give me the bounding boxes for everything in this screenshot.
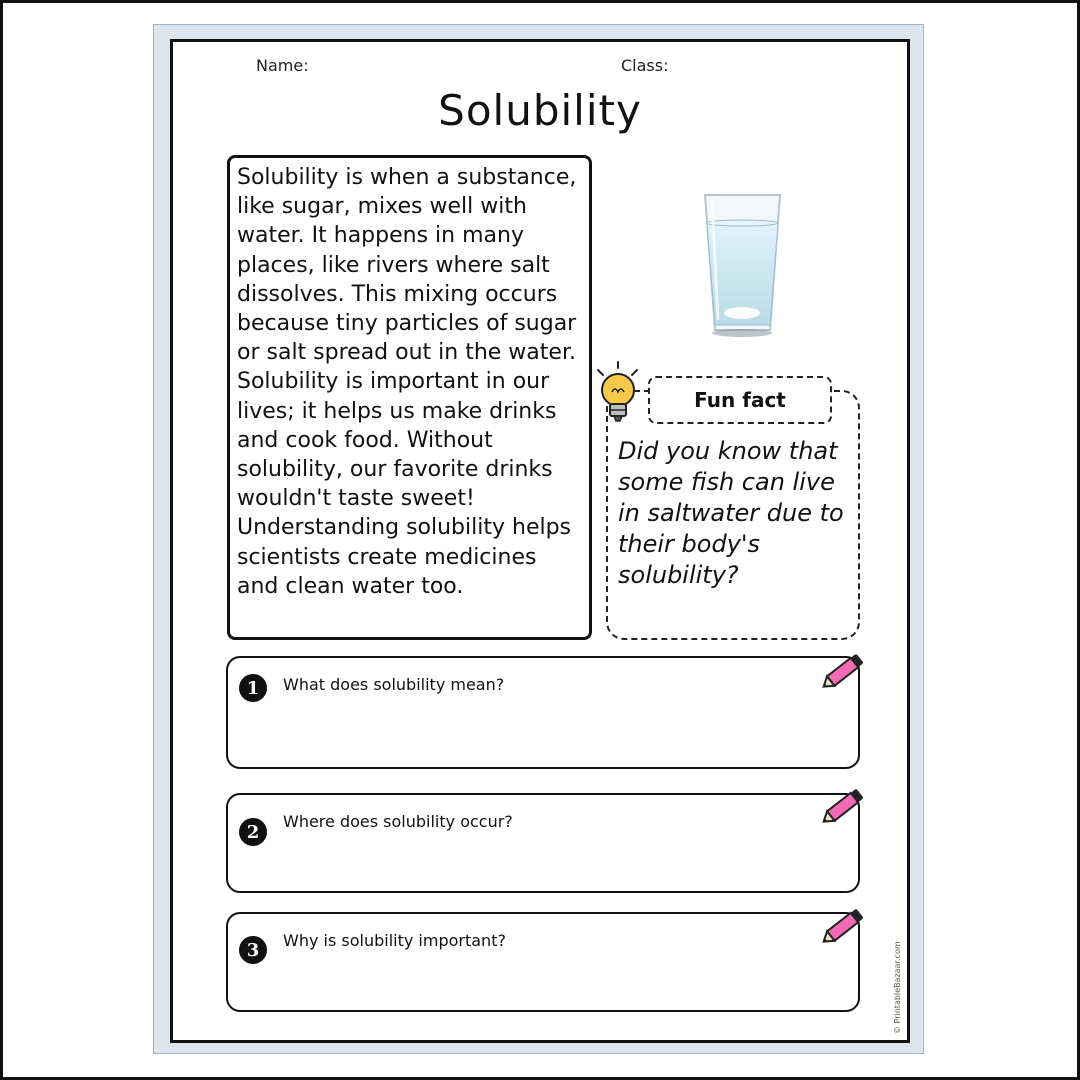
water-glass-icon (690, 185, 800, 340)
question-answer-box-1[interactable] (226, 656, 860, 769)
lightbulb-icon (590, 360, 646, 428)
question-answer-box-2[interactable] (226, 793, 860, 893)
question-number-badge: 3 (239, 936, 267, 964)
question-text: Where does solubility occur? (283, 812, 513, 831)
pencil-icon (818, 648, 870, 696)
pencil-icon (818, 783, 870, 831)
name-label: Name: (256, 56, 309, 75)
fun-fact-label: Fun fact (648, 376, 832, 424)
question-text: Why is solubility important? (283, 931, 506, 950)
page-title: Solubility (438, 86, 642, 135)
question-number-badge: 1 (239, 674, 267, 702)
question-text: What does solubility mean? (283, 675, 505, 694)
fun-fact-text: Did you know that some fish can live in saltwater due to their body's solubility? (618, 437, 844, 589)
question-number-badge: 2 (239, 818, 267, 846)
copyright-credit: © PrintableBazaar.com (893, 941, 902, 1034)
reading-passage-text: Solubility is when a substance, like sugar, mixes well with water. It happens in many places, like rivers where salt dissolves. This mixing occurs because tiny particles of sugar or salt spread out in the water. Solubility is important in our lives; it helps us make drinks and cook food. Without solubility, our favorite drinks wouldn't taste sweet! Understanding solubility helps scientists create medicines and clean water too. (237, 165, 577, 599)
question-answer-box-3[interactable] (226, 912, 860, 1012)
class-label: Class: (621, 56, 669, 75)
pencil-icon (818, 903, 870, 951)
